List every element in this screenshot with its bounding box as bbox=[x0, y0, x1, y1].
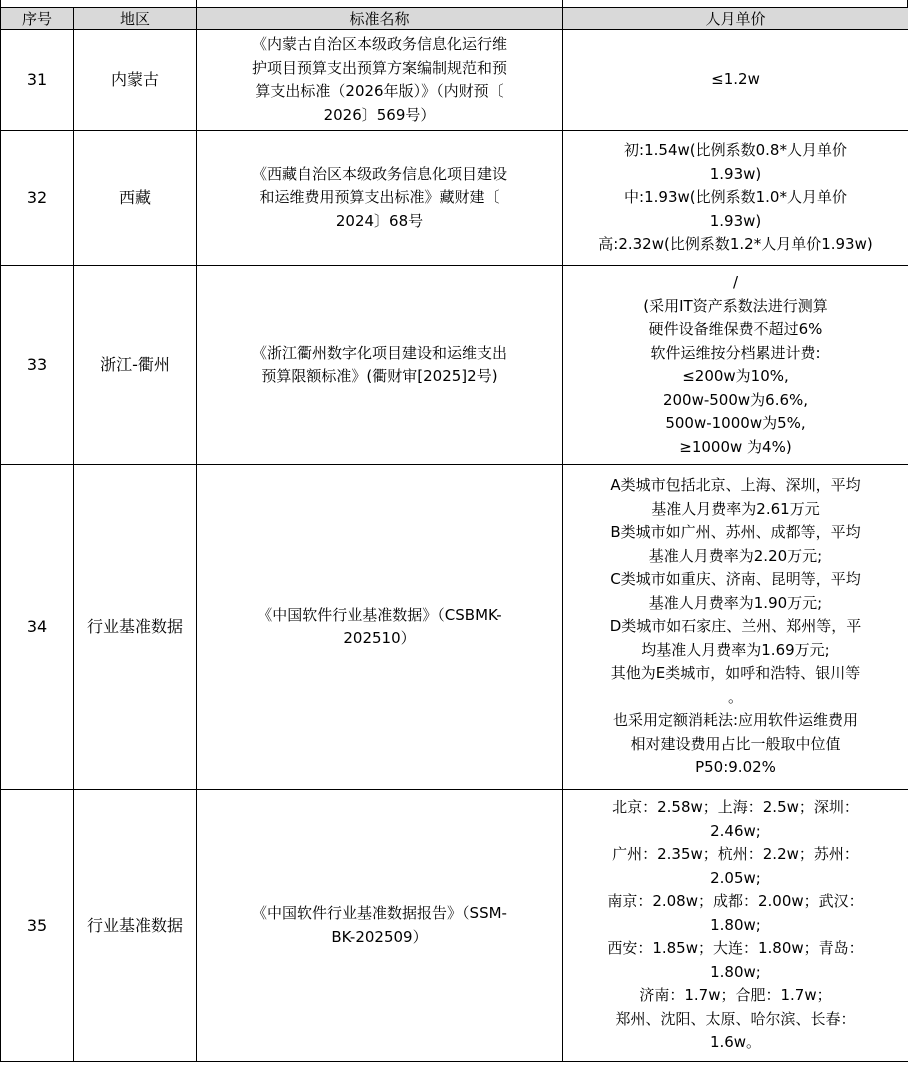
table-row bbox=[1, 465, 908, 790]
budget-standards-table bbox=[0, 7, 908, 1062]
row-region: 行业基准数据 bbox=[74, 790, 197, 1062]
row-price bbox=[563, 465, 908, 790]
price-line: D类城市如石家庄、兰州、郑州等，平 bbox=[609, 617, 862, 636]
price-line: 200w-500w为6.6%, bbox=[662, 390, 809, 409]
price-line: 2.05w; bbox=[710, 868, 761, 887]
price-line: 基准人月费率为1.90万元; bbox=[648, 593, 823, 612]
header-price: 人月单价 bbox=[563, 8, 908, 30]
price-line: 北京：2.58w；上海：2.5w；深圳： bbox=[612, 798, 859, 817]
price-line: 1.93w) bbox=[709, 164, 762, 183]
price-line: 高:2.32w(比例系数1.2*人月单价1.93w) bbox=[598, 235, 873, 254]
price-line: 基准人月费率为2.20万元; bbox=[648, 546, 823, 565]
row-index: 31 bbox=[1, 30, 74, 131]
table-row bbox=[1, 266, 908, 465]
row-standard: 《中国软件行业基准数据》（CSBMK- 202510） bbox=[197, 465, 563, 790]
price-line: 也采用定额消耗法:应用软件运维费用 bbox=[612, 711, 859, 730]
header-region: 地区 bbox=[74, 8, 197, 30]
row-region: 行业基准数据 bbox=[74, 465, 197, 790]
row-region: 西藏 bbox=[74, 131, 197, 266]
row-standard: 《西藏自治区本级政务信息化项目建设 和运维费用预算支出标准》藏财建〔 2024〕68号 bbox=[197, 131, 563, 266]
price-line: (采用IT资产系数法进行测算 bbox=[643, 296, 828, 315]
price-line: 广州：2.35w；杭州：2.2w；苏州： bbox=[612, 845, 859, 864]
price-line: / bbox=[732, 273, 739, 291]
price-line: 1.80w; bbox=[710, 915, 761, 934]
price-line: A类城市包括北京、上海、深圳，平均 bbox=[610, 476, 861, 495]
price-line: 2.46w; bbox=[710, 821, 761, 840]
table-row bbox=[1, 790, 908, 1062]
row-index: 33 bbox=[1, 266, 74, 465]
price-line: 郑州、沈阳、太原、哈尔滨、长春： bbox=[615, 1009, 856, 1028]
row-price bbox=[563, 790, 908, 1062]
price-line: 软件运维按分档累进计费: bbox=[650, 343, 821, 362]
price-line: 1.80w; bbox=[710, 962, 761, 981]
price-line: 相对建设费用占比一般取中位值 bbox=[630, 734, 841, 753]
price-line: 1.93w) bbox=[709, 211, 762, 230]
row-price bbox=[563, 266, 908, 465]
price-line: ≥1000w 为4%) bbox=[679, 437, 792, 456]
row-price bbox=[563, 30, 908, 131]
header-index: 序号 bbox=[1, 8, 74, 30]
row-price bbox=[563, 131, 908, 266]
row-index: 34 bbox=[1, 465, 74, 790]
price-line: ≤1.2w bbox=[711, 70, 760, 89]
row-standard: 《浙江衢州数字化项目建设和运维支出 预算限额标准》(衢财审[2025]2号) bbox=[197, 266, 563, 465]
price-line: P50:9.02% bbox=[695, 758, 776, 777]
row-standard: 《内蒙古自治区本级政务信息化运行维 护项目预算支出预算方案编制规范和预 算支出标准（2026年版）》（内财预〔 2026〕569号） bbox=[197, 30, 563, 131]
price-line: 硬件设备维保费不超过6% bbox=[648, 320, 823, 338]
row-region: 内蒙古 bbox=[74, 30, 197, 131]
price-line: 济南：1.7w；合肥：1.7w； bbox=[639, 986, 832, 1005]
price-line: 均基准人月费率为1.69万元; bbox=[641, 640, 830, 659]
price-line: 500w-1000w为5%, bbox=[665, 414, 806, 432]
header-row bbox=[1, 8, 908, 30]
price-line: 。 bbox=[727, 687, 743, 706]
price-line: ≤200w为10%, bbox=[682, 367, 789, 385]
table-row bbox=[1, 30, 908, 131]
price-line: B类城市如广州、苏州、成都等，平均 bbox=[610, 523, 861, 542]
price-line: 南京：2.08w；成都：2.00w；武汉： bbox=[607, 892, 864, 911]
row-standard: 《中国软件行业基准数据报告》（SSM- BK-202509） bbox=[197, 790, 563, 1062]
row-index: 32 bbox=[1, 131, 74, 266]
price-line: 1.6w。 bbox=[709, 1033, 762, 1052]
price-line: 中:1.93w(比例系数1.0*人月单价 bbox=[624, 188, 847, 207]
price-line: 其他为E类城市，如呼和浩特、银川等 bbox=[610, 664, 861, 683]
table-row bbox=[1, 131, 908, 266]
price-line: 基准人月费率为2.61万元 bbox=[651, 499, 820, 518]
row-index: 35 bbox=[1, 790, 74, 1062]
header-standard: 标准名称 bbox=[197, 8, 563, 30]
price-line: 西安：1.85w；大连：1.80w；青岛： bbox=[607, 939, 864, 958]
row-region: 浙江-衢州 bbox=[74, 266, 197, 465]
price-line: C类城市如重庆、济南、昆明等，平均 bbox=[610, 570, 861, 589]
price-line: 初:1.54w(比例系数0.8*人月单价 bbox=[624, 141, 847, 160]
